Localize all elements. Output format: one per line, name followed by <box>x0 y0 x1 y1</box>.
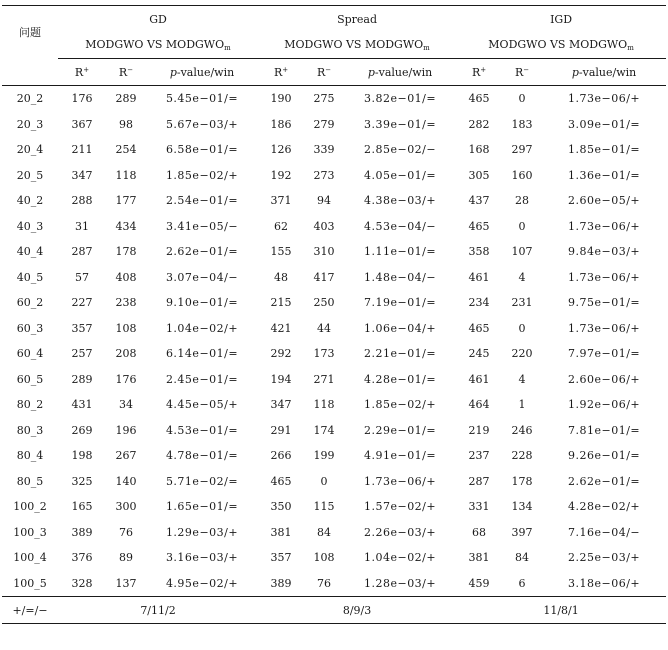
igd-r-minus-cell: 6 <box>518 576 526 590</box>
igd-r-plus-cell: 358 <box>468 245 490 259</box>
gd-pvalue-cell: 4.45e−05/+ <box>165 398 239 412</box>
igd-r-minus-cell: 4 <box>518 372 526 386</box>
igd-r-minus-cell: 178 <box>511 474 533 488</box>
spread-pvalue-cell: 4.05e−01/= <box>363 168 437 182</box>
gd-pvalue-cell: 5.67e−03/+ <box>165 117 239 131</box>
table-row <box>2 86 666 112</box>
table-row <box>2 214 666 240</box>
gd-header: GD <box>58 6 258 33</box>
gd-r-plus-cell: 288 <box>71 194 93 208</box>
spread-pvalue-cell: 3.82e−01/= <box>363 92 437 106</box>
spread-r-plus-cell: 186 <box>270 117 292 131</box>
spread-pvalue-cell: 2.85e−02/− <box>363 143 437 157</box>
gd-r-minus-cell: 300 <box>115 500 137 514</box>
spread-r-plus-cell: 347 <box>270 398 292 412</box>
igd-r-minus-header: R− <box>502 59 542 86</box>
igd-r-plus-cell: 464 <box>468 398 490 412</box>
gd-r-plus-cell: 347 <box>71 168 93 182</box>
gd-r-minus-cell: 254 <box>115 143 137 157</box>
igd-pvalue-cell: 2.60e−06/+ <box>567 372 641 386</box>
spread-pvalue-cell: 1.28e−03/+ <box>363 576 437 590</box>
igd-r-plus-cell: 168 <box>468 143 490 157</box>
problem-cell: 100_5 <box>13 576 47 590</box>
gd-pvalue-header: p-value/win <box>146 59 258 86</box>
spread-r-minus-cell: 417 <box>313 270 335 284</box>
igd-pvalue-cell: 2.62e−01/= <box>567 474 641 488</box>
spread-r-minus-cell: 173 <box>313 347 335 361</box>
spread-r-minus-cell: 403 <box>313 219 335 233</box>
table-row <box>2 545 666 571</box>
igd-header: IGD <box>456 6 666 33</box>
gd-pvalue-cell: 1.04e−02/+ <box>165 321 239 335</box>
igd-r-minus-cell: 134 <box>511 500 533 514</box>
problem-header: 问题 <box>2 6 58 59</box>
gd-r-minus-cell: 177 <box>115 194 137 208</box>
spread-r-minus-header: R− <box>304 59 344 86</box>
igd-pvalue-cell: 4.28e−02/+ <box>567 500 641 514</box>
igd-r-minus-cell: 160 <box>511 168 533 182</box>
spread-r-minus-cell: 108 <box>313 551 335 565</box>
gd-pvalue-cell: 1.85e−02/+ <box>165 168 239 182</box>
spread-r-minus-cell: 118 <box>313 398 335 412</box>
igd-r-plus-cell: 68 <box>472 525 487 539</box>
spread-pvalue-cell: 1.73e−06/+ <box>363 474 437 488</box>
spread-r-plus-cell: 350 <box>270 500 292 514</box>
gd-r-minus-cell: 118 <box>115 168 137 182</box>
spread-pvalue-cell: 2.29e−01/= <box>363 423 437 437</box>
table-row <box>2 443 666 469</box>
igd-r-minus-cell: 4 <box>518 270 526 284</box>
gd-r-plus-cell: 198 <box>71 449 93 463</box>
summary-row <box>2 597 666 624</box>
gd-r-minus-cell: 76 <box>119 525 133 539</box>
problem-cell: 40_4 <box>16 245 44 259</box>
spread-r-plus-cell: 357 <box>270 551 292 565</box>
spread-r-minus-cell: 250 <box>313 296 335 310</box>
gd-r-minus-cell: 34 <box>119 398 133 412</box>
gd-r-plus-cell: 165 <box>71 500 93 514</box>
gd-summary: 7/11/2 <box>58 597 258 624</box>
igd-pvalue-cell: 3.09e−01/= <box>567 117 641 131</box>
spread-r-plus-cell: 215 <box>270 296 292 310</box>
igd-r-plus-cell: 437 <box>468 194 490 208</box>
gd-r-plus-cell: 269 <box>71 423 93 437</box>
gd-pvalue-cell: 1.65e−01/= <box>165 500 239 514</box>
gd-r-plus-cell: 227 <box>71 296 93 310</box>
spread-r-minus-cell: 279 <box>313 117 335 131</box>
igd-pvalue-cell: 1.92e−06/+ <box>567 398 641 412</box>
igd-r-plus-cell: 245 <box>468 347 490 361</box>
spread-r-minus-cell: 0 <box>320 474 328 488</box>
spread-r-plus-cell: 421 <box>270 321 292 335</box>
spread-pvalue-cell: 1.48e−04/− <box>363 270 437 284</box>
table-row <box>2 163 666 189</box>
igd-r-plus-cell: 234 <box>468 296 490 310</box>
gd-r-plus-header: R+ <box>58 59 106 86</box>
igd-pvalue-cell: 7.97e−01/= <box>567 347 641 361</box>
table-row <box>2 469 666 495</box>
igd-r-plus-cell: 461 <box>468 372 490 386</box>
gd-r-minus-cell: 289 <box>115 92 137 106</box>
gd-r-plus-cell: 328 <box>71 576 93 590</box>
table-row <box>2 392 666 418</box>
gd-r-minus-cell: 89 <box>119 551 133 565</box>
igd-pvalue-cell: 1.73e−06/+ <box>567 92 641 106</box>
table-row <box>2 290 666 316</box>
igd-r-plus-header: R+ <box>456 59 502 86</box>
spread-r-minus-cell: 115 <box>313 500 335 514</box>
igd-pvalue-cell: 1.36e−01/= <box>567 168 641 182</box>
gd-pvalue-cell: 2.45e−01/= <box>165 372 239 386</box>
gd-r-minus-cell: 267 <box>115 449 137 463</box>
igd-r-plus-cell: 459 <box>468 576 490 590</box>
igd-pvalue-cell: 7.16e−04/− <box>567 525 641 539</box>
gd-r-plus-cell: 287 <box>71 245 93 259</box>
problem-cell: 100_4 <box>13 551 47 565</box>
igd-r-plus-cell: 237 <box>468 449 490 463</box>
spread-r-plus-cell: 190 <box>270 92 292 106</box>
gd-r-minus-cell: 137 <box>115 576 137 590</box>
table-row <box>2 571 666 597</box>
igd-pvalue-cell: 9.75e−01/= <box>567 296 641 310</box>
problem-cell: 40_5 <box>16 270 44 284</box>
problem-cell: 20_5 <box>16 168 44 182</box>
gd-r-plus-cell: 389 <box>71 525 93 539</box>
spread-r-minus-cell: 275 <box>313 92 335 106</box>
igd-comparison: MODGWO VS $MODGWO_m$ <box>456 32 666 59</box>
spread-r-minus-cell: 76 <box>317 576 332 590</box>
gd-r-plus-cell: 376 <box>71 551 93 565</box>
spread-pvalue-cell: 4.91e−01/= <box>363 449 437 463</box>
problem-cell: 20_2 <box>16 92 44 106</box>
gd-r-minus-cell: 434 <box>115 219 137 233</box>
spread-r-minus-cell: 44 <box>317 321 332 335</box>
spread-r-minus-cell: 174 <box>313 423 335 437</box>
gd-r-plus-cell: 431 <box>71 398 93 412</box>
igd-r-minus-cell: 1 <box>518 398 526 412</box>
igd-r-plus-cell: 331 <box>468 500 490 514</box>
igd-r-plus-cell: 219 <box>468 423 490 437</box>
igd-r-minus-cell: 107 <box>511 245 533 259</box>
igd-summary: 11/8/1 <box>456 597 666 624</box>
gd-pvalue-cell: 4.53e−01/= <box>165 423 239 437</box>
problem-cell: 80_2 <box>16 398 44 412</box>
igd-pvalue-cell: 1.73e−06/+ <box>567 321 641 335</box>
igd-pvalue-cell: 9.84e−03/+ <box>567 245 641 259</box>
igd-r-plus-cell: 287 <box>468 474 490 488</box>
spread-comparison: MODGWO VS $MODGWO_m$ <box>258 32 456 59</box>
gd-r-plus-cell: 57 <box>75 270 89 284</box>
spread-pvalue-cell: 2.21e−01/= <box>363 347 437 361</box>
igd-pvalue-cell: 1.73e−06/+ <box>567 219 641 233</box>
table-row <box>2 418 666 444</box>
igd-pvalue-cell: 2.25e−03/+ <box>567 551 641 565</box>
gd-r-minus-cell: 98 <box>119 117 133 131</box>
gd-r-minus-cell: 208 <box>115 347 137 361</box>
gd-pvalue-cell: 2.54e−01/= <box>165 194 239 208</box>
gd-pvalue-cell: 3.41e−05/− <box>165 219 239 233</box>
igd-r-minus-cell: 0 <box>518 92 526 106</box>
gd-r-minus-cell: 140 <box>115 474 137 488</box>
gd-r-plus-cell: 325 <box>71 474 93 488</box>
igd-r-minus-cell: 84 <box>515 551 530 565</box>
gd-pvalue-cell: 9.10e−01/= <box>165 296 239 310</box>
results-table <box>2 5 666 624</box>
gd-comparison: MODGWO VS $MODGWO_m$ <box>58 32 258 59</box>
igd-r-minus-cell: 183 <box>511 117 533 131</box>
gd-pvalue-cell: 6.58e−01/= <box>165 143 239 157</box>
table-row <box>2 239 666 265</box>
spread-r-minus-cell: 339 <box>313 143 335 157</box>
gd-r-minus-header: R− <box>106 59 146 86</box>
spread-r-minus-cell: 199 <box>313 449 335 463</box>
problem-cell: 20_3 <box>16 117 44 131</box>
summary-label: +/=/− <box>2 597 58 624</box>
igd-r-plus-cell: 381 <box>468 551 490 565</box>
gd-r-minus-cell: 108 <box>115 321 137 335</box>
spread-pvalue-cell: 7.19e−01/= <box>363 296 437 310</box>
spread-pvalue-cell: 1.57e−02/+ <box>363 500 437 514</box>
gd-r-plus-cell: 357 <box>71 321 93 335</box>
igd-r-minus-cell: 220 <box>511 347 533 361</box>
spread-r-plus-cell: 192 <box>270 168 292 182</box>
spread-pvalue-header: p-value/win <box>344 59 456 86</box>
gd-r-plus-cell: 289 <box>71 372 93 386</box>
spread-pvalue-cell: 3.39e−01/= <box>363 117 437 131</box>
spread-summary: 8/9/3 <box>258 597 456 624</box>
problem-cell: 100_2 <box>13 500 47 514</box>
spread-r-plus-cell: 194 <box>270 372 292 386</box>
igd-r-minus-cell: 0 <box>518 219 526 233</box>
spread-r-plus-header: R+ <box>258 59 304 86</box>
problem-cell: 60_4 <box>16 347 44 361</box>
igd-r-minus-cell: 397 <box>511 525 533 539</box>
gd-r-minus-cell: 196 <box>115 423 137 437</box>
gd-r-plus-cell: 176 <box>71 92 93 106</box>
problem-cell: 80_4 <box>16 449 44 463</box>
gd-pvalue-cell: 4.95e−02/+ <box>165 576 239 590</box>
table-row <box>2 494 666 520</box>
problem-cell: 60_3 <box>16 321 44 335</box>
problem-cell: 80_3 <box>16 423 44 437</box>
spread-r-minus-cell: 271 <box>313 372 335 386</box>
spread-r-plus-cell: 389 <box>270 576 292 590</box>
gd-pvalue-cell: 3.07e−04/− <box>165 270 239 284</box>
spread-r-plus-cell: 126 <box>270 143 292 157</box>
spread-r-plus-cell: 291 <box>270 423 292 437</box>
igd-r-minus-cell: 228 <box>511 449 533 463</box>
table-row <box>2 265 666 291</box>
spread-pvalue-cell: 1.04e−02/+ <box>363 551 437 565</box>
igd-r-minus-cell: 0 <box>518 321 526 335</box>
spread-pvalue-cell: 2.26e−03/+ <box>363 525 437 539</box>
spread-pvalue-cell: 4.53e−04/− <box>363 219 437 233</box>
gd-pvalue-cell: 2.62e−01/= <box>165 245 239 259</box>
igd-pvalue-cell: 9.26e−01/= <box>567 449 641 463</box>
gd-pvalue-cell: 5.71e−02/= <box>165 474 239 488</box>
spread-r-minus-cell: 273 <box>313 168 335 182</box>
spread-r-plus-cell: 381 <box>270 525 292 539</box>
gd-pvalue-cell: 6.14e−01/= <box>165 347 239 361</box>
gd-r-minus-cell: 176 <box>115 372 137 386</box>
gd-pvalue-cell: 3.16e−03/+ <box>165 551 239 565</box>
problem-cell: 40_2 <box>16 194 44 208</box>
igd-pvalue-cell: 2.60e−05/+ <box>567 194 641 208</box>
gd-r-plus-cell: 367 <box>71 117 93 131</box>
table-row <box>2 188 666 214</box>
table-row <box>2 520 666 546</box>
igd-r-plus-cell: 282 <box>468 117 490 131</box>
igd-r-plus-cell: 465 <box>468 321 490 335</box>
spread-r-plus-cell: 371 <box>270 194 292 208</box>
problem-cell: 60_2 <box>16 296 44 310</box>
table-row <box>2 137 666 163</box>
problem-cell: 100_3 <box>13 525 47 539</box>
gd-r-plus-cell: 31 <box>75 219 89 233</box>
igd-r-plus-cell: 305 <box>468 168 490 182</box>
gd-pvalue-cell: 5.45e−01/= <box>165 92 239 106</box>
gd-r-plus-cell: 257 <box>71 347 93 361</box>
gd-r-plus-cell: 211 <box>71 143 93 157</box>
table-row <box>2 112 666 138</box>
table-row <box>2 341 666 367</box>
igd-pvalue-header: p-value/win <box>542 59 666 86</box>
gd-pvalue-cell: 4.78e−01/= <box>165 449 239 463</box>
empty-header-cell <box>2 59 58 86</box>
spread-r-minus-cell: 84 <box>317 525 332 539</box>
spread-pvalue-cell: 4.28e−01/= <box>363 372 437 386</box>
spread-pvalue-cell: 1.06e−04/+ <box>363 321 437 335</box>
table-row <box>2 367 666 393</box>
spread-pvalue-cell: 4.38e−03/+ <box>363 194 437 208</box>
spread-r-plus-cell: 465 <box>270 474 292 488</box>
problem-cell: 20_4 <box>16 143 44 157</box>
gd-pvalue-cell: 1.29e−03/+ <box>165 525 239 539</box>
spread-r-plus-cell: 48 <box>274 270 289 284</box>
gd-r-minus-cell: 178 <box>115 245 137 259</box>
table-row <box>2 316 666 342</box>
igd-r-plus-cell: 465 <box>468 219 490 233</box>
spread-r-plus-cell: 292 <box>270 347 292 361</box>
spread-r-plus-cell: 266 <box>270 449 292 463</box>
igd-pvalue-cell: 1.73e−06/+ <box>567 270 641 284</box>
problem-cell: 60_5 <box>16 372 44 386</box>
spread-r-minus-cell: 94 <box>317 194 332 208</box>
igd-pvalue-cell: 7.81e−01/= <box>567 423 641 437</box>
igd-r-minus-cell: 246 <box>511 423 533 437</box>
igd-r-minus-cell: 231 <box>511 296 533 310</box>
igd-r-plus-cell: 465 <box>468 92 490 106</box>
gd-r-minus-cell: 408 <box>115 270 137 284</box>
spread-header: Spread <box>258 6 456 33</box>
spread-pvalue-cell: 1.85e−02/+ <box>363 398 437 412</box>
spread-pvalue-cell: 1.11e−01/= <box>363 245 437 259</box>
igd-r-minus-cell: 28 <box>515 194 530 208</box>
problem-cell: 80_5 <box>16 474 44 488</box>
problem-cell: 40_3 <box>16 219 44 233</box>
spread-r-plus-cell: 155 <box>270 245 292 259</box>
igd-r-plus-cell: 461 <box>468 270 490 284</box>
igd-pvalue-cell: 3.18e−06/+ <box>567 576 641 590</box>
igd-r-minus-cell: 297 <box>511 143 533 157</box>
spread-r-plus-cell: 62 <box>274 219 289 233</box>
gd-r-minus-cell: 238 <box>115 296 137 310</box>
igd-pvalue-cell: 1.85e−01/= <box>567 143 641 157</box>
spread-r-minus-cell: 310 <box>313 245 335 259</box>
